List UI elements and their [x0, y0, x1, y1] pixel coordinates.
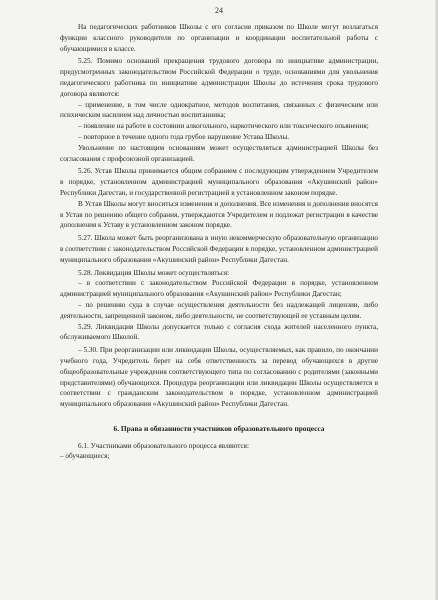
paragraph-5-29: 5.29. Ликвидация Школы допускается только с согласия схода жителей населенного пункта, обслуживаемого Школой. [60, 322, 378, 342]
paragraph-5-27: 5.27. Школа может быть реорганизована в иную некоммерческую образовательную организацию в соответствии с законодательством Российской Федерации в порядке, установленном администрацией муниципального образования «Акушинский район» Республики Дагестан. [60, 234, 378, 264]
paragraph-5-30: – 5.30. При реорганизации или ликвидации Школы, осуществляемых, как правило, по окончании учебного года, Учредитель берет на себя ответственность за перевод обучающихся в другие общеобразовательные учреждения соответствующего типа по согласованию с родителями (законными представителями) обучающихся. Процедура реорганизации или ликвидации Школы осуществляется в соответствии с гражданским законодательством в порядке, установленном администрацией муниципального образования «Акушинский район» Республики Дагестан. [60, 346, 378, 409]
page-number: 24 [215, 6, 223, 15]
paragraph-5-28: 5.28. Ликвидация Школы может осуществляться: [78, 268, 230, 277]
paragraph-5-26: 5.26. Устав Школы принимается общим собранием с последующим утверждением Учредителем в порядке, установленном администрацией муниципального образования «Акушинский район» Республики Дагестан, и государственной регистрацией в установленном законом порядке. [60, 167, 378, 197]
list-item-intoxication: – появление на работе в состоянии алкогольного, наркотического или токсического опьянения; [78, 122, 369, 131]
list-item-violence: – применение, в том числе однократное, методов воспитания, связанных с физическим или психическим насилием над личностью воспитанника; [60, 100, 378, 120]
section-subitem-students: – обучающиеся; [60, 452, 110, 461]
paragraph-class-teacher: На педагогических работников Школы с его согласия приказом по Школе могут возлагаться функции классного руководителя по организации и координации воспитательной работы с обучающимися в классе. [60, 23, 378, 53]
section-heading: 6. Права и обязанности участников образовательного процесса [113, 423, 325, 433]
paragraph-charter-amendments: В Устав Школы могут вноситься изменения и дополнения. Все изменения и дополнения вносятся в Устав по решению общего собрания, утверждаются Учредителем и подлежат регистрации в качестве дополнения к Уставу в установленном законом порядке. [60, 199, 378, 230]
list-item-liquidation-law: – в соответствии с законодательством Российской Федерации в порядке, установленном администрацией муниципального образования «Акушинский район» Республики Дагестан; [60, 279, 378, 299]
paragraph-dismissal-note: Увольнение по настоящим основаниям может осуществляться администрацией Школы без согласования с профсоюзной организацией. [60, 143, 378, 163]
page-content [60, 22, 378, 462]
paragraph-5-25: 5.25. Помимо оснований прекращения трудового договора по инициативе администрации, предусмотренных законодательством Российской Федерации о труде, основаниями для увольнения педагогического работника по инициативе администрации Школы до истечения срока трудового договора являются: [60, 57, 378, 98]
list-item-liquidation-court: – по решению суда в случае осуществления деятельности без надлежащей лицензии, либо деятельности, запрещенной законом, либо деятельности, не соответствующей ее уставным целям. [60, 300, 378, 320]
section-item-6-1: 6.1. Участниками образовательного процесса являются: [78, 441, 249, 450]
list-item-charter-violation: – повторное в течение одного года грубое нарушение Устава Школы. [78, 132, 290, 141]
